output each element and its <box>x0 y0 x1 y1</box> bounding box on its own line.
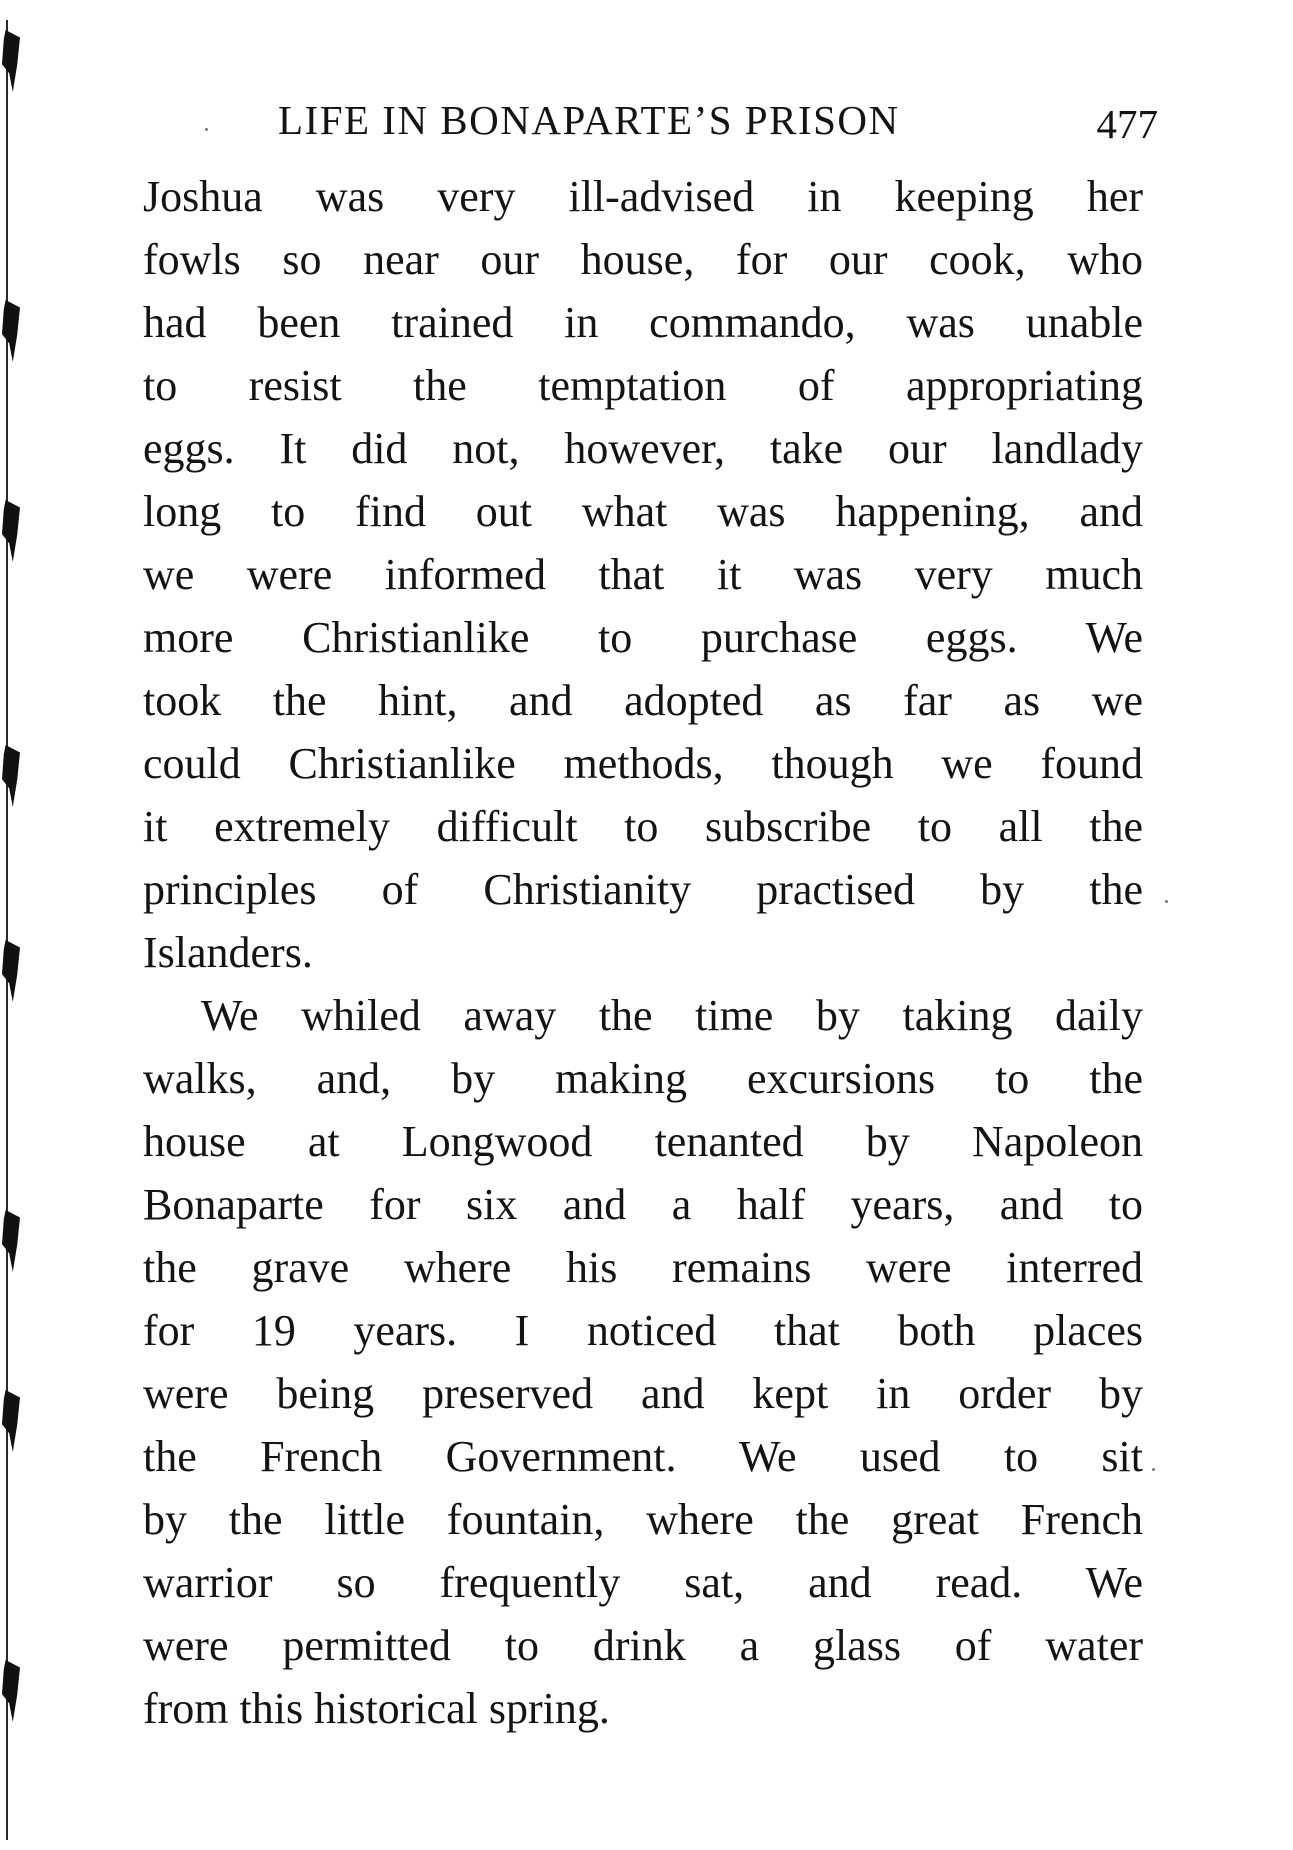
text-line: to resist the temptation of appropriating <box>143 361 1143 410</box>
binding-mark <box>2 500 20 562</box>
text-line: the French Government. We used to sit <box>143 1432 1143 1481</box>
paragraph <box>143 165 1143 984</box>
text-line: took the hint, and adopted as far as we <box>143 676 1143 725</box>
text-line: fowls so near our house, for our cook, who <box>143 235 1143 284</box>
binding-edge <box>6 20 8 1840</box>
paragraph <box>143 984 1143 1740</box>
text-line: for 19 years. I noticed that both places <box>143 1306 1143 1355</box>
text-line: warrior so frequently sat, and read. We <box>143 1558 1143 1607</box>
text-line: were permitted to drink a glass of water <box>143 1621 1143 1670</box>
binding-mark <box>2 1390 20 1452</box>
scan-speck <box>1165 900 1168 903</box>
text-line: Islanders. <box>143 928 313 977</box>
binding-mark <box>2 30 20 92</box>
binding-mark <box>2 940 20 1002</box>
scan-speck <box>205 128 208 131</box>
running-title: LIFE IN BONAPARTE’S PRISON <box>278 97 900 143</box>
text-line: long to find out what was happening, and <box>143 487 1143 536</box>
text-line: We whiled away the time by taking daily <box>201 991 1143 1040</box>
text-line: from this historical spring. <box>143 1684 610 1733</box>
text-line: house at Longwood tenanted by Napoleon <box>143 1117 1143 1166</box>
text-line: could Christianlike methods, though we found <box>143 739 1143 788</box>
text-line: had been trained in commando, was unable <box>143 298 1143 347</box>
binding-mark <box>2 745 20 807</box>
text-line: walks, and, by making excursions to the <box>143 1054 1143 1103</box>
page-number: 477 <box>1096 101 1158 147</box>
binding-mark <box>2 1210 20 1272</box>
text-line: principles of Christianity practised by the <box>143 865 1143 914</box>
text-line: more Christianlike to purchase eggs. We <box>143 613 1143 662</box>
binding-mark <box>2 300 20 362</box>
text-line: Joshua was very ill-advised in keeping her <box>143 172 1143 221</box>
binding-mark <box>2 1660 20 1722</box>
text-line: eggs. It did not, however, take our landlady <box>143 424 1143 473</box>
text-line: the grave where his remains were interred <box>143 1243 1143 1292</box>
scan-speck <box>1152 1468 1155 1471</box>
text-line: it extremely difficult to subscribe to all the <box>143 802 1143 851</box>
text-line: by the little fountain, where the great French <box>143 1495 1143 1544</box>
body-text <box>143 165 1143 1740</box>
page-header <box>278 96 1158 156</box>
text-line: we were informed that it was very much <box>143 550 1143 599</box>
text-line: were being preserved and kept in order by <box>143 1369 1143 1418</box>
text-line: Bonaparte for six and a half years, and to <box>143 1180 1143 1229</box>
